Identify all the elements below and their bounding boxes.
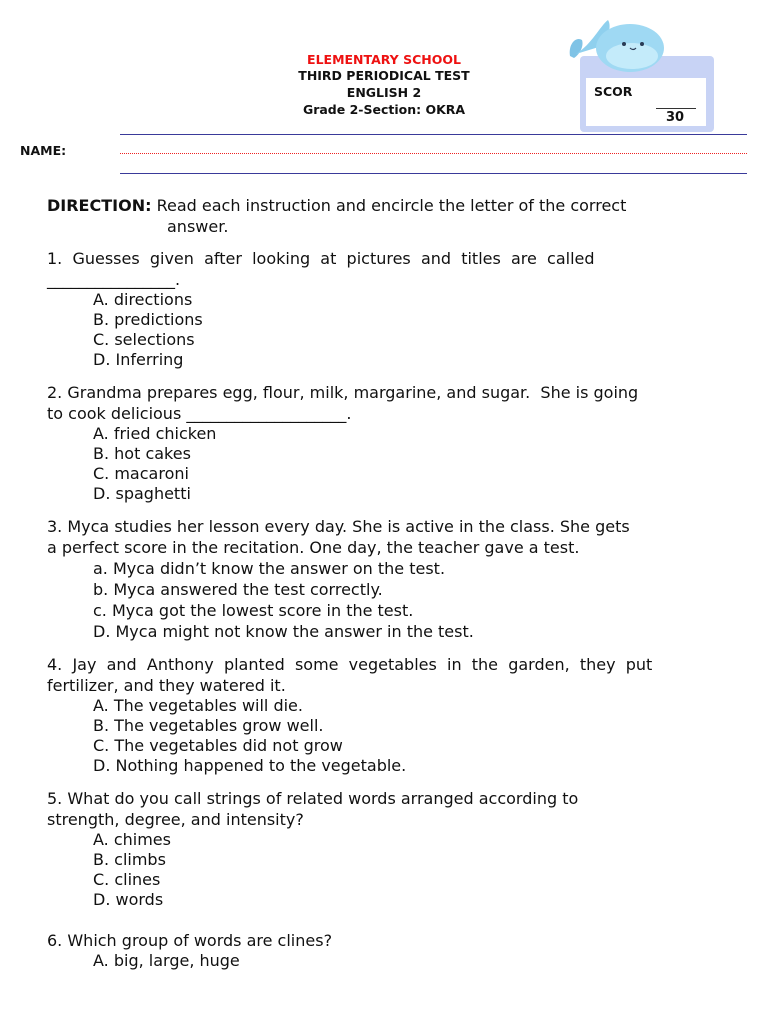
option-b[interactable]: B. The vegetables grow well. <box>93 716 324 735</box>
direction-text-cont: answer. <box>167 217 229 236</box>
score-label: SCOR <box>594 84 633 99</box>
question-text: 5. What do you call strings of related words arranged according to <box>47 789 579 808</box>
option-a[interactable]: A. big, large, huge <box>93 951 240 970</box>
question-text: 3. Myca studies her lesson every day. She is active in the class. She gets <box>47 517 630 536</box>
option-a[interactable]: a. Myca didn’t know the answer on the test. <box>93 559 446 578</box>
name-dotted-rule[interactable] <box>120 153 747 154</box>
name-bottom-rule <box>120 173 747 174</box>
option-d[interactable]: D. Myca might not know the answer in the test. <box>93 622 474 641</box>
test-title: THIRD PERIODICAL TEST <box>298 68 470 83</box>
option-a[interactable]: A. The vegetables will die. <box>93 696 303 715</box>
option-c[interactable]: C. clines <box>93 870 161 889</box>
question-text-cont: to cook delicious ____________________. <box>47 404 352 423</box>
direction-text: Read each instruction and encircle the letter of the correct <box>156 196 627 215</box>
question-text: 1. Guesses given after looking at pictures and titles are called <box>47 249 595 268</box>
name-top-rule <box>120 134 747 135</box>
option-a[interactable]: A. directions <box>93 290 193 309</box>
question-6 <box>47 930 720 971</box>
option-d[interactable]: D. spaghetti <box>93 484 191 503</box>
question-text: 6. Which group of words are clines? <box>47 931 333 950</box>
option-b[interactable]: b. Myca answered the test correctly. <box>93 580 383 599</box>
question-5 <box>47 788 720 910</box>
question-text-cont: a perfect score in the recitation. One day, the teacher gave a test. <box>47 538 580 557</box>
subject-title: ENGLISH 2 <box>346 85 422 100</box>
options-list <box>93 290 720 370</box>
option-d[interactable]: D. Inferring <box>93 350 184 369</box>
option-b[interactable]: B. predictions <box>93 310 203 329</box>
question-text-cont: fertilizer, and they watered it. <box>47 676 286 695</box>
options-list <box>93 424 720 504</box>
option-b[interactable]: B. climbs <box>93 850 166 869</box>
option-b[interactable]: B. hot cakes <box>93 444 191 463</box>
options-list <box>93 951 720 971</box>
question-text-cont: ________________. <box>47 270 181 289</box>
question-text: 4. Jay and Anthony planted some vegetables in the garden, they put <box>47 655 653 674</box>
question-text: 2. Grandma prepares egg, flour, milk, margarine, and sugar. She is going <box>47 383 639 402</box>
whale-icon <box>562 14 672 84</box>
test-content <box>47 195 720 983</box>
option-d[interactable]: D. Nothing happened to the vegetable. <box>93 756 407 775</box>
direction-block <box>47 195 720 237</box>
name-label: NAME: <box>20 143 67 158</box>
option-c[interactable]: c. Myca got the lowest score in the test. <box>93 601 414 620</box>
option-c[interactable]: C. selections <box>93 330 195 349</box>
option-a[interactable]: A. chimes <box>93 830 171 849</box>
option-c[interactable]: C. The vegetables did not grow <box>93 736 343 755</box>
question-text-cont: strength, degree, and intensity? <box>47 810 304 829</box>
question-1 <box>47 248 720 370</box>
question-2 <box>47 382 720 504</box>
options-list <box>93 696 720 776</box>
options-list <box>93 558 720 642</box>
option-c[interactable]: C. macaroni <box>93 464 189 483</box>
options-list <box>93 830 720 910</box>
direction-label: DIRECTION: <box>47 196 152 215</box>
score-total: 30 <box>666 110 685 125</box>
school-name: ELEMENTARY SCHOOL <box>307 52 461 67</box>
option-a[interactable]: A. fried chicken <box>93 424 217 443</box>
question-4 <box>47 654 720 776</box>
score-blank-line <box>656 108 696 109</box>
option-d[interactable]: D. words <box>93 890 164 909</box>
question-3 <box>47 516 720 642</box>
section-title: Grade 2-Section: OKRA <box>302 102 466 117</box>
